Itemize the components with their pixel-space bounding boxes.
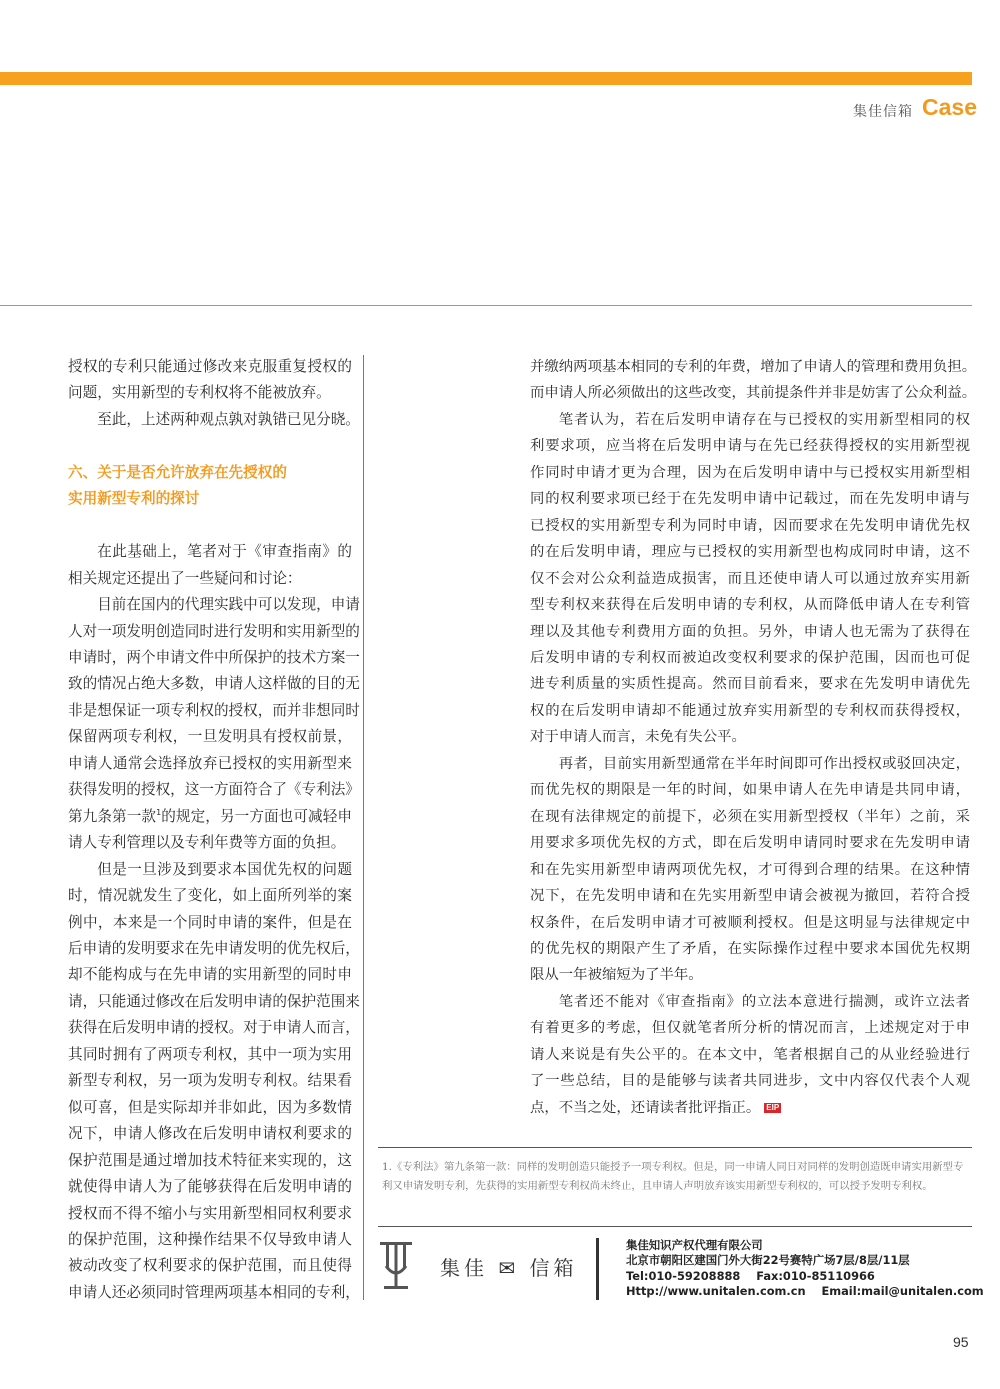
company-tel: Tel:010-59208888 [626,1268,741,1283]
section-label: 集佳信箱 [853,104,913,120]
line-text: 似可喜，但是实际却并非如此，因为多数情 [68,1098,352,1116]
right-column [530,354,977,1121]
line-text: 同的权利要求项已经于在先发明申请中记载过，而在先发明申请与 [530,491,970,508]
line-text: 对于申请人而言，未免有失公平。 [530,729,746,746]
text-line [530,857,970,883]
text-line [68,539,352,565]
line-text: 授权而不得不缩小与实用新型相同权利要求 [68,1204,352,1222]
eip-end-badge: EIP [766,1102,780,1112]
text-line [68,1095,352,1121]
line-text: 而优先权的期限是一年的时间，如果申请人在先申请是共同申请， [530,782,970,799]
line-text: 在现有法律规定的前提下，必须在实用新型授权（半年）之前，采 [530,808,970,825]
left-column [68,354,360,1306]
text-line [68,883,352,909]
line-text: 况下，申请人修改在后发明申请权利要求的 [68,1125,352,1143]
line-text: 已授权的实用新型专利为同时申请，因而要求在先发明申请优先权 [530,517,970,534]
text-line [530,989,970,1015]
text-line [68,989,360,1015]
text-line [68,619,360,645]
text-line [68,380,352,406]
header-divider [0,305,972,306]
text-line [68,724,352,750]
text-line [530,592,970,618]
text-line [68,1042,352,1068]
line-text: 的优先权的期限产生了矛盾，在实际操作过程中要求本国优先权期 [530,940,970,957]
text-line [530,777,970,803]
line-text: 至此，上述两种观点孰对孰错已见分晓。 [97,410,360,428]
text-line [530,751,970,777]
text-line [530,724,970,750]
footnote-ref: 1 [156,807,162,817]
text-line [530,619,970,645]
text-line [530,539,970,565]
line-text: 利要求项，应当将在后发明申请与在先已经获得授权的实用新型视 [530,438,970,455]
text-line [530,883,970,909]
company-info [626,1238,984,1299]
line-text: 申请人通常会选择放弃已授权的实用新型来 [68,754,352,772]
line-text: 六、关于是否允许放弃在先授权的 [68,463,287,481]
line-text: 其同时拥有了两项专利权，其中一项为实用 [68,1045,352,1063]
company-name: 集佳知识产权代理有限公司 [626,1238,763,1252]
text-line [68,751,352,777]
text-line [68,566,352,592]
text-line [530,407,970,433]
text-line [530,460,970,486]
footnote-divider [378,1147,972,1148]
line-text: 后发明申请的专利权而被迫改变权利要求的保护范围，因而也可促 [530,649,970,666]
text-line [68,513,352,539]
line-text: 况下，在先发明申请和在先实用新型申请会被视为撤回，若符合授 [530,888,970,905]
line-text: 仅不会对公众利益造成损害，而且还使申请人可以通过放弃实用新 [530,570,970,587]
company-fax: Fax:010-85110966 [756,1268,875,1283]
line-text: 实用新型专利的探讨 [68,490,200,508]
line-text: 的规定，另一方面也可减轻申 [161,807,352,825]
text-line [530,645,970,671]
section-heading-line [68,460,352,486]
line-text: 在此基础上，笔者对于《审查指南》的 [97,543,352,561]
envelope-icon: ✉ [498,1256,520,1280]
line-text: 但是一旦涉及到要求本国优先权的问题 [97,860,352,878]
line-text: 权条件，在后发明申请才可被顺利授权。但是这明显与法律规定中 [530,914,970,931]
text-line [68,830,352,856]
line-text: 请，只能通过修改在后发明申请的保护范围来 [68,992,360,1010]
brand-left: 集佳 [440,1256,488,1280]
text-line [68,1121,352,1147]
text-line [68,1068,352,1094]
text-line [68,433,352,459]
line-text: 请人专利管理以及专利年费等方面的负担。 [68,834,346,852]
line-text: 却不能构成与在先申请的实用新型的同时申 [68,966,352,984]
text-line [530,698,970,724]
line-text: 非是想保证一项专利权的授权，而并非想同时 [68,701,360,719]
company-address: 北京市朝阳区建国门外大街22号赛特广场7层/8层/11层 [626,1253,910,1268]
line-text: 的在后发明申请，理应与已授权的实用新型也构成同时申请，这不 [530,544,970,561]
text-line [530,566,970,592]
line-text: 而申请人所必须做出的这些改变，其前提条件并非是妨害了公众利益。 [530,385,977,402]
section-heading-line [68,486,352,512]
text-line [530,380,977,406]
line-text: 有着更多的考虑，但仅就笔者所分析的情况而言，上述规定对于申 [530,1020,970,1037]
footer-brand [440,1252,577,1281]
line-text: 并缴纳两项基本相同的专利的年费，增加了申请人的管理和费用负担。 [530,359,977,375]
line-text: 点，不当之处，还请读者批评指正。 [530,1099,761,1116]
line-text: 获得发明的授权，这一方面符合了《专利法》 [68,781,360,799]
section-label-en: Case [922,94,977,120]
line-text: 进专利质量的实质性提高。然而目前看来，要求在先发明申请优先 [530,676,970,693]
text-line [68,1227,352,1253]
unitalen-logo-icon [380,1240,412,1292]
column-divider [363,355,364,1300]
line-text: 权的在后发明申请却不能通过放弃实用新型的专利权而获得授权， [530,702,970,719]
text-line [530,433,970,459]
text-line [68,671,360,697]
text-line [530,671,970,697]
line-text: 新型专利权，另一项为发明专利权。结果看 [68,1072,352,1090]
text-line [68,1148,352,1174]
brand-right: 信箱 [529,1256,578,1280]
text-line [68,1174,352,1200]
text-line [68,592,360,618]
text-line [68,1015,360,1041]
line-text: 目前在国内的代理实践中可以发现，申请 [97,596,360,614]
line-text: 笔者认为，若在后发明申请存在与已授权的实用新型相同的权 [558,411,970,428]
text-line [68,354,352,380]
line-text: 被动改变了权利要求的保护范围，而且使得 [68,1257,352,1275]
line-text: 保护范围是通过增加技术特征来实现的，这 [68,1151,352,1169]
text-line [530,1095,970,1121]
text-line [530,486,970,512]
line-text: 获得在后发明申请的授权。对于申请人而言， [68,1019,360,1037]
text-line [68,910,352,936]
text-line [530,830,970,856]
line-text: 问题，实用新型的专利权将不能被放弃。 [68,384,331,402]
text-line [68,1201,352,1227]
text-line [68,804,352,830]
line-text: 了一些总结，目的是能够与读者共同进步，文中内容仅代表个人观 [530,1073,970,1090]
line-text: 人对一项发明创造同时进行发明和实用新型的 [68,622,360,640]
text-line [530,962,970,988]
footer-vertical-bar [596,1238,599,1300]
header-orange-bar [0,72,972,85]
line-text: 相关规定还提出了一些疑问和讨论： [68,569,302,587]
line-text: 时，情况就发生了变化，如上面所列举的案 [68,887,352,905]
line-text: 例中，本来是一个同时申请的案件，但是在 [68,913,352,931]
line-text: 请人来说是有失公平的。在本文中，笔者根据自己的从业经验进行 [530,1046,970,1063]
line-text: 就使得申请人为了能够获得在后发明申请的 [68,1178,352,1196]
text-line [68,857,352,883]
line-text: 和在先实用新型申请两项优先权，才可得到合理的结果。在这种情 [530,861,970,878]
line-text: 授权的专利只能通过修改来克服重复授权的 [68,358,352,375]
text-line [68,1253,352,1279]
text-line [68,407,360,433]
text-line [68,777,360,803]
text-line [68,1280,360,1306]
line-text: 限从一年被缩短为了半年。 [530,967,703,984]
text-line [68,698,360,724]
line-text: 申请人还必须同时管理两项基本相同的专利， [68,1283,360,1301]
line-text: 理以及其他专利费用方面的负担。另外，申请人也无需为了获得在 [530,623,970,640]
text-line [530,1015,970,1041]
line-text: 的保护范围，这种操作结果不仅导致申请人 [68,1230,352,1248]
footnote: 1.《专利法》第九条第一款：同样的发明创造只能授予一项专利权。但是，同一申请人同日对同样的发明创造既申请实用新型专利又申请发明专利，先获得的实用新型专利权尚未终止，且申请人声明放弃该实用新型专利权的，可以授予发明专利权。 [382,1161,964,1192]
text-line [530,354,977,380]
text-line [530,936,970,962]
page-number: 95 [953,1334,969,1350]
line-text: 致的情况占绝大多数，申请人这样做的目的无 [68,675,360,693]
company-email[interactable]: Email:mail@unitalen.com [821,1283,984,1298]
line-text: 再者，目前实用新型通常在半年时间即可作出授权或驳回决定， [558,755,970,772]
footer-divider [378,1226,972,1227]
text-line [68,645,360,671]
line-text: 用要求多项优先权的方式，即在后发明申请同时要求在先发明申请 [530,835,970,852]
line-text: 后申请的发明要求在先申请发明的优先权后， [68,939,360,957]
line-text: 保留两项专利权，一旦发明具有授权前景， [68,728,352,746]
text-line [68,936,360,962]
line-text: 笔者还不能对《审查指南》的立法本意进行揣测，或许立法者 [558,993,970,1010]
text-line [530,1042,970,1068]
company-website[interactable]: Http://www.unitalen.com.cn [626,1283,806,1298]
text-line [68,962,352,988]
line-text: 型专利权来获得在后发明申请的专利权，从而降低申请人在专利管 [530,597,970,614]
text-line [530,1068,970,1094]
text-line [530,513,970,539]
text-line [530,804,970,830]
line-text: 第九条第一款 [68,807,157,825]
text-line [530,910,970,936]
line-text: 作同时申请才更为合理，因为在后发明申请中与已授权实用新型相 [530,464,970,481]
line-text: 申请时，两个申请文件中所保护的技术方案一 [68,648,360,666]
